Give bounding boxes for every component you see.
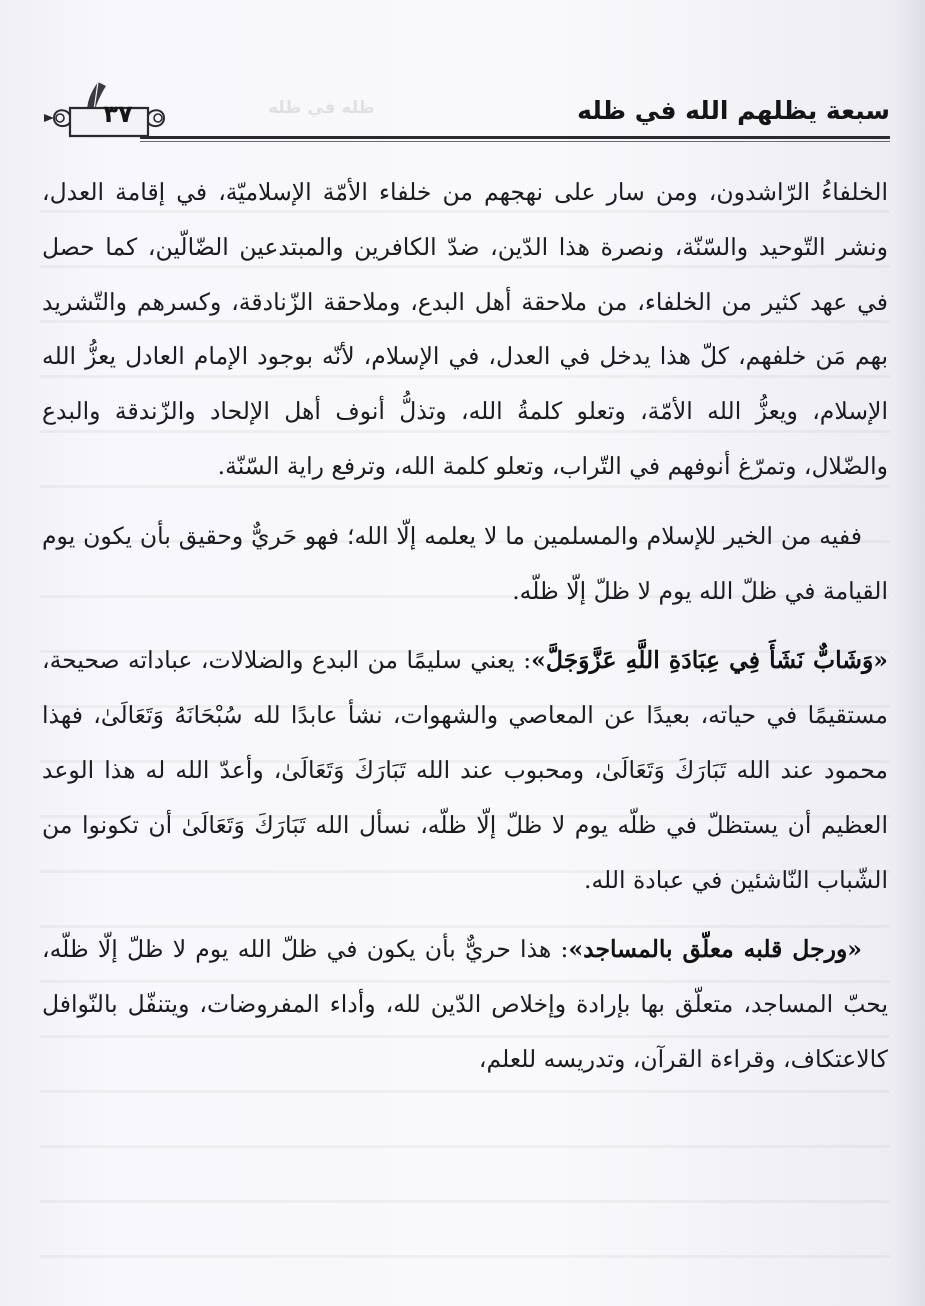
running-title: سبعة يظلهم الله في ظله <box>577 96 890 125</box>
page-number: ٣٧ <box>103 100 133 128</box>
page-edge-shadow <box>895 0 925 1306</box>
header-rule-thin <box>140 141 890 142</box>
hadith-quote: «ورجل قلبه معلّق بالمساجد» <box>568 935 862 964</box>
paragraph-text: الخلفاءُ الرّاشدون، ومن سار على نهجهم من خلفاء الأمّة الإسلاميّة، في إقامة العدل، ونشر التّوحيد والسّنّة، ونصرة هذا الدّين، ضدّ الكافرين والمبتدعين الضّالّين، كما حصل في عهد كثير من الخلفاء، من ملاحقة أهل البدع، وملاحقة الزّنادقة، وكسرهم والتّشريد بهم مَن خلفهم، كلّ هذا يدخل في العدل، في الإسلام، لأنّه بوجود الإمام العادل يعزُّ الله الإسلام، ويعزُّ الله الأمّة، وتعلو كلمةُ الله، وتذلُّ أنوف أهل الإلحاد والزّندقة والبدع والضّلال، وتمرّغ أنوفهم في التّراب، وتعلو كلمة الله، وترفع راية السّنّة. <box>42 178 888 480</box>
bleed-through-running-title: ظله في ظله <box>268 98 375 118</box>
paragraph <box>42 165 888 494</box>
body-text <box>42 165 888 1087</box>
paragraph <box>42 509 888 619</box>
page-header <box>40 78 890 148</box>
paragraph-text: ففيه من الخير للإسلام والمسلمين ما لا يعلمه إلّا الله؛ فهو حَريٌّ وحقيق بأن يكون يوم القيامة في ظلّ الله يوم لا ظلّ إلّا ظلّه. <box>42 521 888 605</box>
paragraph <box>42 633 888 907</box>
paragraph <box>42 922 888 1086</box>
paragraph-text: : يعني سليمًا من البدع والضلالات، عباداته صحيحة، مستقيمًا في حياته، بعيدًا عن المعاصي والشهوات، نشأ عابدًا لله سُبْحَانَهُ وَتَعَالَىٰ، فهذا محمود عند الله تَبَارَكَ وَتَعَالَىٰ، ومحبوب عند الله تَبَارَكَ وَتَعَالَىٰ، وأعدّ الله له هذا الوعد العظيم أن يستظلّ في ظلّه يوم لا ظلّ إلّا ظلّه، نسأل الله تَبَارَكَ وَتَعَالَىٰ أن تكونوا من الشّباب النّاشئين في عبادة الله. <box>42 646 888 894</box>
header-rule <box>140 136 890 139</box>
paragraph-text: : هذا حريٌّ بأن يكون في ظلّ الله يوم لا ظلّ إلّا ظلّه، يحبّ المساجد، متعلّق بها بإرادة وإخلاص الدّين لله، وأداء المفروضات، ويتنفّل بالنّوافل كالاعتكاف، وقراءة القرآن، وتدريسه للعلم، <box>42 935 888 1073</box>
hadith-quote: «وَشَابٌّ نَشَأَ فِي عِبَادَةِ اللَّهِ عَزَّوَجَلَّ» <box>531 646 888 675</box>
